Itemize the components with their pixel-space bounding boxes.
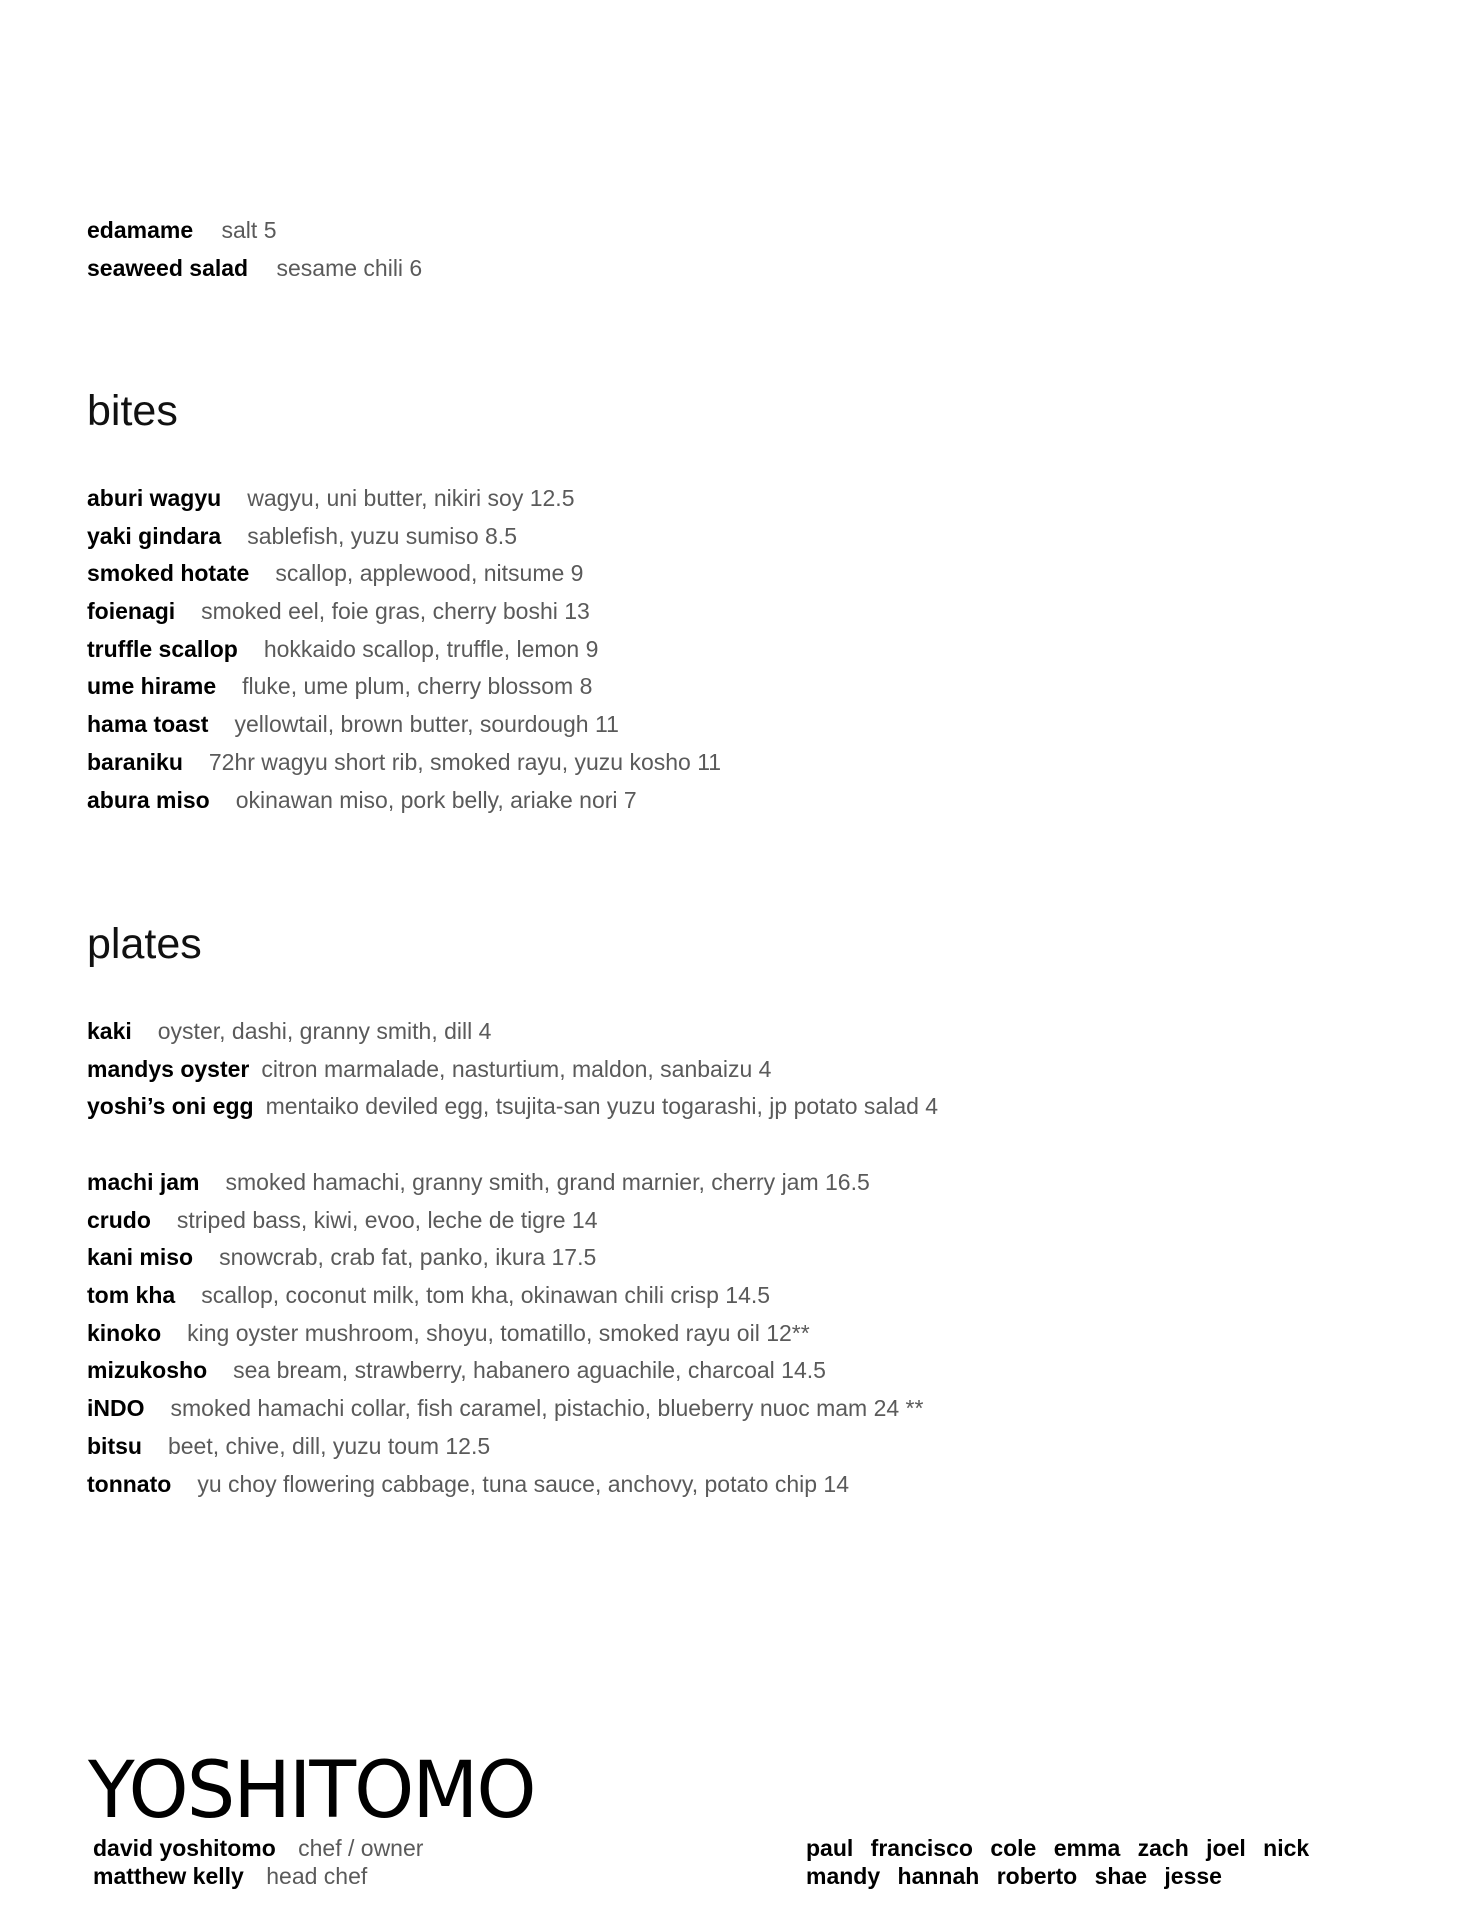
- menu-item: [87, 1051, 938, 1089]
- menu-item: [87, 1390, 923, 1428]
- item-name: hama toast: [87, 711, 209, 738]
- crew-name: francisco: [870, 1835, 973, 1861]
- item-name: kinoko: [87, 1319, 162, 1346]
- item-description: citron marmalade, nasturtium, maldon, sanbaizu 4: [261, 1055, 772, 1082]
- menu-item: [87, 631, 721, 669]
- item-name: truffle scallop: [87, 635, 238, 662]
- item-name: machi jam: [87, 1169, 200, 1195]
- staff-list: [93, 1834, 423, 1890]
- item-description: okinawan miso, pork belly, ariake nori 7: [235, 786, 637, 813]
- item-name: foienagi: [87, 598, 176, 625]
- item-name: kani miso: [87, 1244, 194, 1271]
- item-name: mizukosho: [87, 1357, 208, 1384]
- crew-name: nick: [1263, 1835, 1310, 1861]
- item-name: tom kha: [87, 1282, 176, 1309]
- menu-item: [87, 1277, 923, 1315]
- item-description: scallop, coconut milk, tom kha, okinawan chili crisp 14.5: [201, 1282, 771, 1309]
- staff-role: head chef: [266, 1863, 368, 1889]
- crew-name: cole: [990, 1835, 1037, 1861]
- menu-item: [87, 1013, 938, 1051]
- item-name: yoshi’s oni egg: [87, 1093, 254, 1120]
- crew-name: jesse: [1164, 1863, 1222, 1889]
- item-description: sea bream, strawberry, habanero aguachile, charcoal 14.5: [233, 1357, 826, 1384]
- item-name: seaweed salad: [87, 254, 249, 281]
- menu-item: [87, 1164, 923, 1202]
- crew-row: [806, 1862, 1320, 1890]
- item-description: smoked hamachi collar, fish caramel, pistachio, blueberry nuoc mam 24 **: [170, 1395, 924, 1422]
- plates-list-main: [87, 1164, 923, 1503]
- item-description: yellowtail, brown butter, sourdough 11: [234, 711, 619, 738]
- menu-item: [87, 250, 422, 288]
- item-name: mandys oyster: [87, 1055, 250, 1082]
- section-title-bites: bites: [87, 387, 178, 435]
- menu-item: [87, 744, 721, 782]
- crew-name: shae: [1094, 1863, 1148, 1889]
- staff-role: chef / owner: [298, 1835, 424, 1861]
- crew-name: zach: [1137, 1835, 1189, 1861]
- item-name: yaki gindara: [87, 522, 222, 549]
- item-name: edamame: [87, 217, 194, 243]
- item-description: yu choy flowering cabbage, tuna sauce, anchovy, potato chip 14: [197, 1470, 849, 1497]
- menu-item: [87, 480, 721, 518]
- item-name: iNDO: [87, 1395, 145, 1422]
- item-description: 72hr wagyu short rib, smoked rayu, yuzu kosho 11: [208, 748, 722, 775]
- menu-item: [87, 1202, 923, 1240]
- plates-list-oysters: [87, 1013, 938, 1126]
- menu-item: [87, 555, 721, 593]
- menu-item: [87, 782, 721, 820]
- item-description: mentaiko deviled egg, tsujita-san yuzu togarashi, jp potato salad 4: [265, 1093, 939, 1120]
- crew-name: mandy: [806, 1863, 881, 1889]
- item-name: kaki: [87, 1018, 132, 1044]
- menu-item: [87, 1466, 923, 1504]
- menu-item: [87, 1352, 923, 1390]
- item-name: tonnato: [87, 1470, 172, 1497]
- crew-name: roberto: [996, 1863, 1078, 1889]
- crew-name: paul: [806, 1835, 854, 1861]
- item-description: beet, chive, dill, yuzu toum 12.5: [167, 1432, 491, 1459]
- menu-item: [87, 1088, 938, 1126]
- item-description: hokkaido scallop, truffle, lemon 9: [263, 635, 599, 662]
- item-description: fluke, ume plum, cherry blossom 8: [242, 673, 593, 700]
- item-name: crudo: [87, 1206, 151, 1233]
- crew-list: [806, 1834, 1320, 1890]
- item-name: baraniku: [87, 748, 183, 775]
- item-description: scallop, applewood, nitsume 9: [275, 560, 584, 587]
- item-name: smoked hotate: [87, 560, 250, 587]
- menu-item: [87, 706, 721, 744]
- crew-name: joel: [1206, 1835, 1246, 1861]
- menu-item: [87, 212, 422, 250]
- item-description: smoked hamachi, granny smith, grand marnier, cherry jam 16.5: [225, 1169, 870, 1195]
- staff-row: [93, 1862, 423, 1890]
- staff-name: david yoshitomo: [93, 1835, 276, 1861]
- bites-list: [87, 480, 721, 819]
- menu-item: [87, 1315, 923, 1353]
- item-description: king oyster mushroom, shoyu, tomatillo, smoked rayu oil 12**: [187, 1319, 810, 1346]
- item-description: salt 5: [221, 217, 277, 243]
- crew-row: [806, 1834, 1320, 1862]
- item-description: snowcrab, crab fat, panko, ikura 17.5: [219, 1244, 597, 1271]
- staff-row: [93, 1834, 423, 1862]
- crew-name: emma: [1053, 1835, 1121, 1861]
- menu-item: [87, 1239, 923, 1277]
- menu-item: [87, 668, 721, 706]
- item-name: abura miso: [87, 786, 210, 813]
- menu-item: [87, 518, 721, 556]
- restaurant-logo: YOSHITOMO: [88, 1746, 535, 1836]
- item-description: sablefish, yuzu sumiso 8.5: [247, 522, 517, 549]
- item-description: sesame chili 6: [276, 254, 423, 281]
- menu-item: [87, 593, 721, 631]
- menu-item: [87, 1428, 923, 1466]
- item-description: oyster, dashi, granny smith, dill 4: [157, 1018, 492, 1044]
- starters-list: [87, 212, 422, 287]
- item-name: aburi wagyu: [87, 485, 222, 511]
- item-description: smoked eel, foie gras, cherry boshi 13: [201, 598, 590, 625]
- crew-name: hannah: [897, 1863, 980, 1889]
- item-description: striped bass, kiwi, evoo, leche de tigre 14: [176, 1206, 598, 1233]
- item-name: bitsu: [87, 1432, 142, 1459]
- item-name: ume hirame: [87, 673, 217, 700]
- item-description: wagyu, uni butter, nikiri soy 12.5: [247, 485, 575, 511]
- section-title-plates: plates: [87, 920, 202, 968]
- staff-name: matthew kelly: [93, 1863, 244, 1889]
